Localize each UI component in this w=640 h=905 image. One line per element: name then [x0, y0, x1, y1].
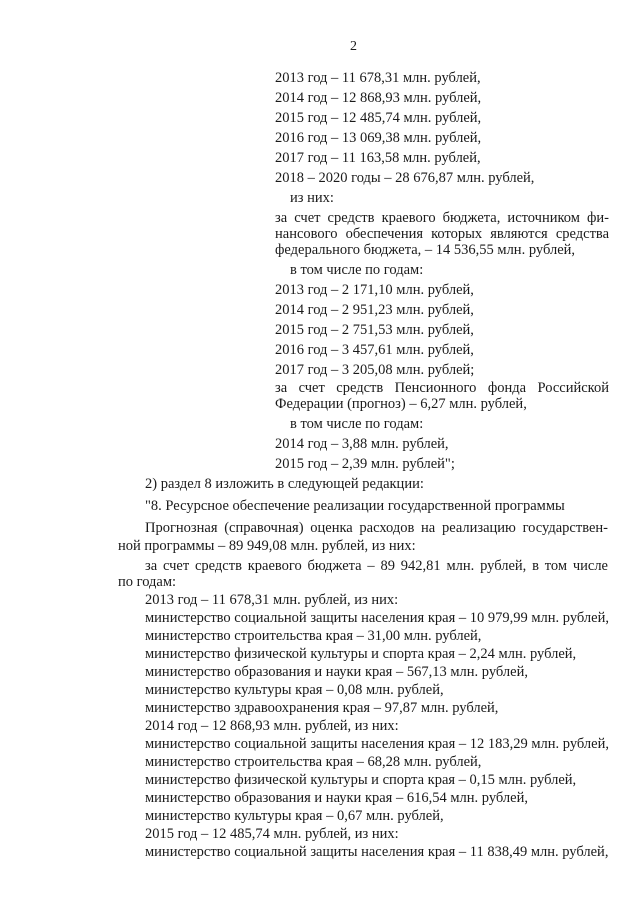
text-line: за счет средств краевого бюджета, источником фи- [275, 210, 609, 226]
text-line: за счет средств краевого бюджета – 89 942,81 млн. рублей, в том числе [145, 558, 608, 574]
text-line: 2017 год – 3 205,08 млн. рублей; [275, 362, 475, 378]
text-line: 2013 год – 2 171,10 млн. рублей, [275, 282, 474, 298]
text-line: министерство здравоохранения края – 97,87 млн. рублей, [145, 700, 499, 716]
text-line: министерство социальной защиты населения края – 10 979,99 млн. рублей, [145, 610, 609, 626]
page-number: 2 [350, 39, 357, 54]
text-line: 2017 год – 11 163,58 млн. рублей, [275, 150, 481, 166]
text-line: из них: [290, 190, 334, 206]
text-line: министерство образования и науки края – 567,13 млн. рублей, [145, 664, 528, 680]
text-line: за счет средств Пенсионного фонда Российской [275, 380, 609, 396]
text-line: 2015 год – 12 485,74 млн. рублей, из них: [145, 826, 399, 842]
text-line: 2015 год – 2 751,53 млн. рублей, [275, 322, 474, 338]
text-line: 2015 год – 12 485,74 млн. рублей, [275, 110, 482, 126]
text-line: 2018 – 2020 годы – 28 676,87 млн. рублей, [275, 170, 535, 186]
text-line: по годам: [118, 574, 177, 590]
text-line: федерального бюджета, – 14 536,55 млн. рублей, [275, 242, 576, 258]
text-line: министерство культуры края – 0,08 млн. рублей, [145, 682, 444, 698]
text-line: 2014 год – 12 868,93 млн. рублей, из них: [145, 718, 399, 734]
text-line: 2014 год – 3,88 млн. рублей, [275, 436, 449, 452]
text-line: министерство строительства края – 31,00 млн. рублей, [145, 628, 482, 644]
text-line: министерство культуры края – 0,67 млн. рублей, [145, 808, 444, 824]
text-line: Федерации (прогноз) – 6,27 млн. рублей, [275, 396, 527, 412]
text-line: 2013 год – 11 678,31 млн. рублей, из них: [145, 592, 399, 608]
text-line: министерство физической культуры и спорта края – 2,24 млн. рублей, [145, 646, 577, 662]
text-line: ной программы – 89 949,08 млн. рублей, из них: [118, 538, 416, 554]
text-line: министерство образования и науки края – 616,54 млн. рублей, [145, 790, 528, 806]
text-line: "8. Ресурсное обеспечение реализации государственной программы [145, 498, 565, 514]
text-line: министерство социальной защиты населения края – 12 183,29 млн. рублей, [145, 736, 609, 752]
text-line: министерство физической культуры и спорта края – 0,15 млн. рублей, [145, 772, 577, 788]
text-line: в том числе по годам: [290, 416, 424, 432]
text-line: министерство строительства края – 68,28 млн. рублей, [145, 754, 482, 770]
text-line: в том числе по годам: [290, 262, 424, 278]
text-line: 2013 год – 11 678,31 млн. рублей, [275, 70, 481, 86]
text-line: нансового обеспечения которых являются средства [275, 226, 609, 242]
text-line: министерство социальной защиты населения края – 11 838,49 млн. рублей, [145, 844, 609, 860]
text-line: 2) раздел 8 изложить в следующей редакции: [145, 476, 424, 492]
text-line: 2015 год – 2,39 млн. рублей"; [275, 456, 455, 472]
text-line: 2016 год – 3 457,61 млн. рублей, [275, 342, 474, 358]
text-line: 2016 год – 13 069,38 млн. рублей, [275, 130, 482, 146]
text-line: 2014 год – 2 951,23 млн. рублей, [275, 302, 474, 318]
text-line: 2014 год – 12 868,93 млн. рублей, [275, 90, 482, 106]
text-line: Прогнозная (справочная) оценка расходов на реализацию государствен- [145, 520, 608, 536]
